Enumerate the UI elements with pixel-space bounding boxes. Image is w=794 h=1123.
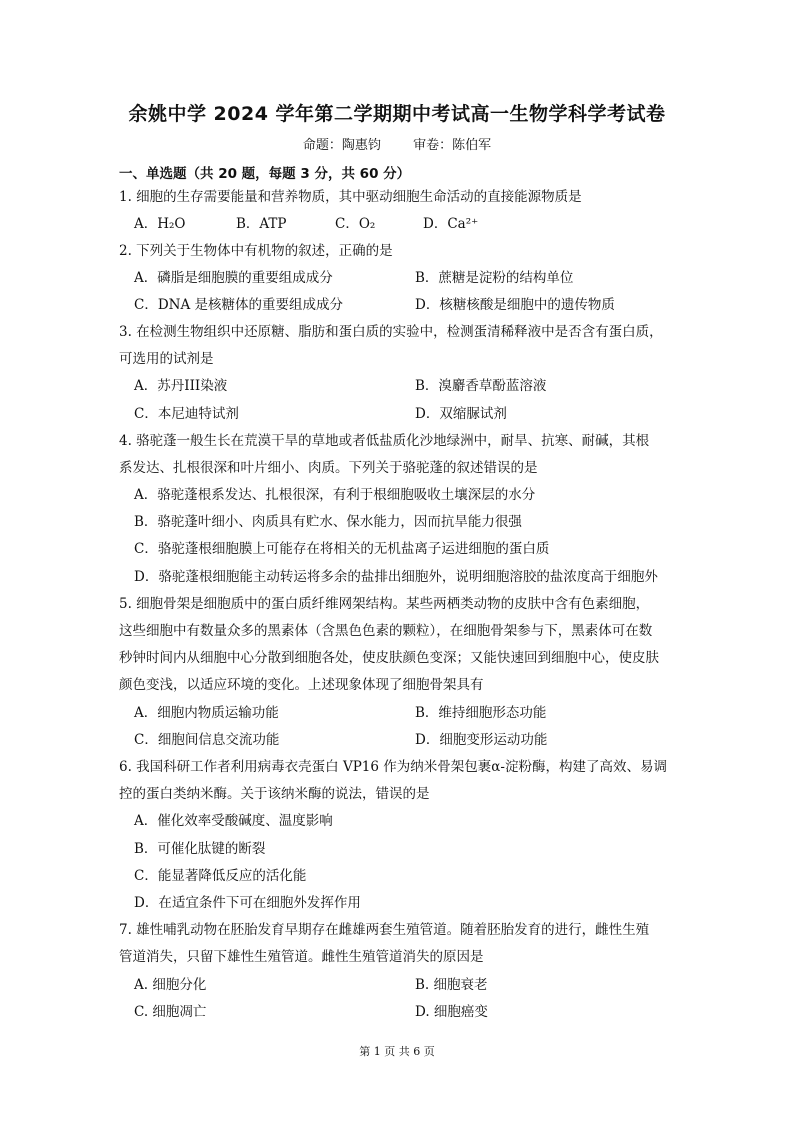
question-5-stem-line-1: 5. 细胞骨架是细胞质中的蛋白质纤维网架结构。某些两栖类动物的皮肤中含有色素细胞， <box>119 596 650 612</box>
question-6-stem-line-1: 6. 我国科研工作者利用病毒衣壳蛋白 VP16 作为纳米骨架包裹α-淀粉酶，构建了高效、易调 <box>119 759 667 775</box>
page-title: 余姚中学 2024 学年第二学期期中考试高一生物学科学考试卷 <box>128 103 666 125</box>
question-5-option-d: D．细胞变形运动功能 <box>415 732 548 748</box>
question-1-stem: 1. 细胞的生存需要能量和营养物质，其中驱动细胞生命活动的直接能源物质是 <box>119 189 582 205</box>
question-5-option-a: A．细胞内物质运输功能 <box>134 705 279 721</box>
question-6-option-d: D．在适宜条件下可在细胞外发挥作用 <box>134 895 361 911</box>
question-5-stem-line-3: 秒钟时间内从细胞中心分散到细胞各处，使皮肤颜色变深；又能快速回到细胞中心，使皮肤 <box>119 650 659 666</box>
question-7-option-c: C. 细胞凋亡 <box>134 1004 207 1020</box>
question-3-option-d: D．双缩脲试剂 <box>415 406 507 422</box>
question-7-stem-line-1: 7. 雄性哺乳动物在胚胎发育早期存在雌雄两套生殖管道。随着胚胎发育的进行，雌性生殖 <box>119 922 650 938</box>
question-7-option-d: D. 细胞癌变 <box>415 1004 488 1020</box>
question-5-stem-line-4: 颜色变浅，以适应环境的变化。上述现象体现了细胞骨架具有 <box>119 677 484 693</box>
question-4-option-b: B．骆驼蓬叶细小、肉质具有贮水、保水能力，因而抗旱能力很强 <box>134 514 522 530</box>
question-7-stem-line-2: 管道消失，只留下雄性生殖管道。雌性生殖管道消失的原因是 <box>119 949 484 965</box>
question-4-option-a: A．骆驼蓬根系发达、扎根很深，有利于根细胞吸收土壤深层的水分 <box>134 487 536 503</box>
question-6-stem-line-2: 控的蛋白类纳米酶。关于该纳米酶的说法，错误的是 <box>119 786 430 802</box>
question-2-option-d: D．核糖核酸是细胞中的遗传物质 <box>415 297 615 313</box>
page-number: 第 1 页 共 6 页 <box>359 1045 435 1058</box>
question-2-option-c: C．DNA 是核糖体的重要组成成分 <box>134 297 344 313</box>
question-6-option-b: B．可催化肽键的断裂 <box>134 841 266 857</box>
question-2-option-b: B．蔗糖是淀粉的结构单位 <box>415 270 574 286</box>
question-6-option-a: A．催化效率受酸碱度、温度影响 <box>134 813 333 829</box>
question-1-option-a: A．H₂O <box>134 216 186 232</box>
section-heading: 一、单选题（共 20 题，每题 3 分，共 60 分） <box>119 166 411 182</box>
author-line <box>0 134 794 153</box>
question-4-stem-line-2: 系发达、扎根很深和叶片细小、肉质。下列关于骆驼蓬的叙述错误的是 <box>119 460 538 476</box>
question-7-option-a: A. 细胞分化 <box>134 977 207 993</box>
question-4-option-c: C．骆驼蓬根细胞膜上可能存在将相关的无机盐离子运进细胞的蛋白质 <box>134 541 550 557</box>
question-3-option-a: A．苏丹III染液 <box>134 378 228 394</box>
question-5-option-c: C．细胞间信息交流功能 <box>134 732 280 748</box>
question-7-option-b: B. 细胞衰老 <box>415 977 488 993</box>
question-2-option-a: A．磷脂是细胞膜的重要组成成分 <box>134 270 333 286</box>
question-3-stem-line-2: 可选用的试剂是 <box>119 351 214 367</box>
question-2-stem: 2. 下列关于生物体中有机物的叙述，正确的是 <box>119 243 393 259</box>
question-4-stem-line-1: 4. 骆驼蓬一般生长在荒漠干旱的草地或者低盐质化沙地绿洲中，耐旱、抗寒、耐碱，其根 <box>119 433 650 449</box>
question-1-option-c: C．O₂ <box>335 216 376 232</box>
question-1-option-b: B．ATP <box>236 216 287 232</box>
question-3-option-b: B．溴麝香草酚蓝溶液 <box>415 378 547 394</box>
question-4-option-d: D．骆驼蓬根细胞能主动转运将多余的盐排出细胞外，说明细胞溶胶的盐浓度高于细胞外 <box>134 569 658 585</box>
question-5-stem-line-2: 这些细胞中有数量众多的黑素体（含黑色色素的颗粒），在细胞骨架参与下，黑素体可在数 <box>119 623 653 639</box>
question-5-option-b: B．维持细胞形态功能 <box>415 705 547 721</box>
setter-label: 命题：陶惠钧 <box>302 138 381 153</box>
reviewer-label: 审卷：陈伯军 <box>413 138 492 153</box>
question-1-option-d: D．Ca²⁺ <box>423 216 479 232</box>
question-6-option-c: C．能显著降低反应的活化能 <box>134 868 307 884</box>
question-3-stem-line-1: 3. 在检测生物组织中还原糖、脂肪和蛋白质的实验中，检测蛋清稀释液中是否含有蛋白质， <box>119 324 663 340</box>
question-3-option-c: C．本尼迪特试剂 <box>134 406 239 422</box>
